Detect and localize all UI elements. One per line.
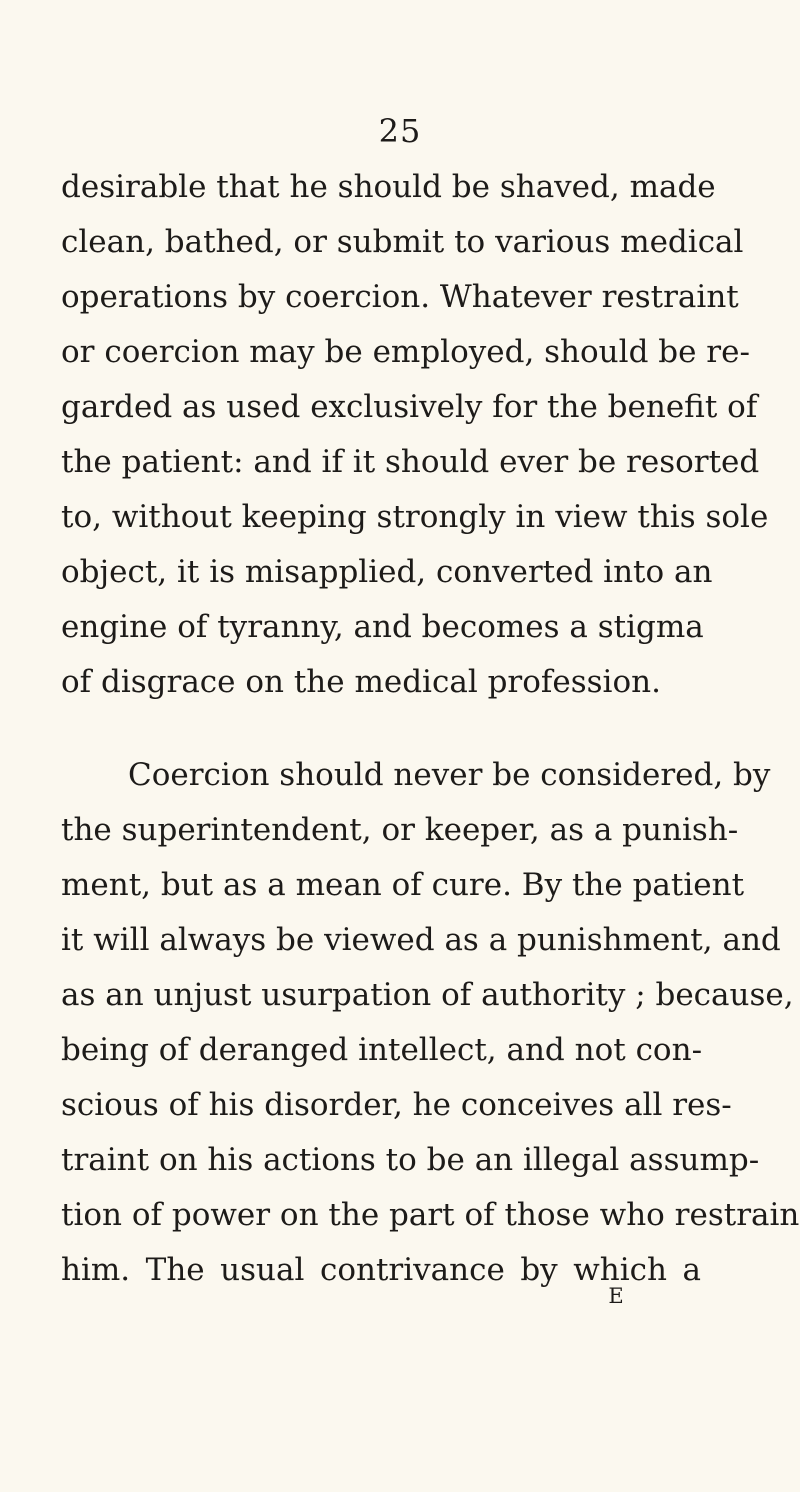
text-line: ment, but as a mean of cure. By the patient (61, 867, 745, 903)
text-line: scious of his disorder, he conceives all res- (61, 1087, 732, 1123)
text-line: the patient: and if it should ever be resorted (61, 444, 760, 480)
signature-mark: E (608, 1284, 624, 1308)
paragraph (61, 748, 800, 1298)
text-line: being of deranged intellect, and not con- (61, 1032, 703, 1068)
text-line: clean, bathed, or submit to various medical (61, 224, 744, 260)
text-line: desirable that he should be shaved, made (61, 169, 716, 205)
text-line: or coercion may be employed, should be re- (61, 334, 750, 370)
text-line: engine of tyranny, and becomes a stigma (61, 609, 704, 645)
text-line: as an unjust usurpation of authority ; because, (61, 977, 794, 1013)
text-line: garded as used exclusively for the benefit of (61, 389, 758, 425)
text-line: tion of power on the part of those who restrain (61, 1197, 800, 1233)
text-line: traint on his actions to be an illegal assump- (61, 1142, 760, 1178)
text-line: him. The usual contrivance by which a (61, 1252, 701, 1288)
text-line: it will always be viewed as a punishment, and (61, 922, 781, 958)
paragraph (61, 160, 769, 710)
text-line: Coercion should never be considered, by (128, 757, 771, 793)
text-line: object, it is misapplied, converted into an (61, 554, 713, 590)
text-line: operations by coercion. Whatever restraint (61, 279, 739, 315)
page-number: 25 (378, 112, 422, 150)
text-line: of disgrace on the medical profession. (61, 664, 661, 700)
text-line: to, without keeping strongly in view this sole (61, 499, 769, 535)
text-line: the superintendent, or keeper, as a punish- (61, 812, 739, 848)
